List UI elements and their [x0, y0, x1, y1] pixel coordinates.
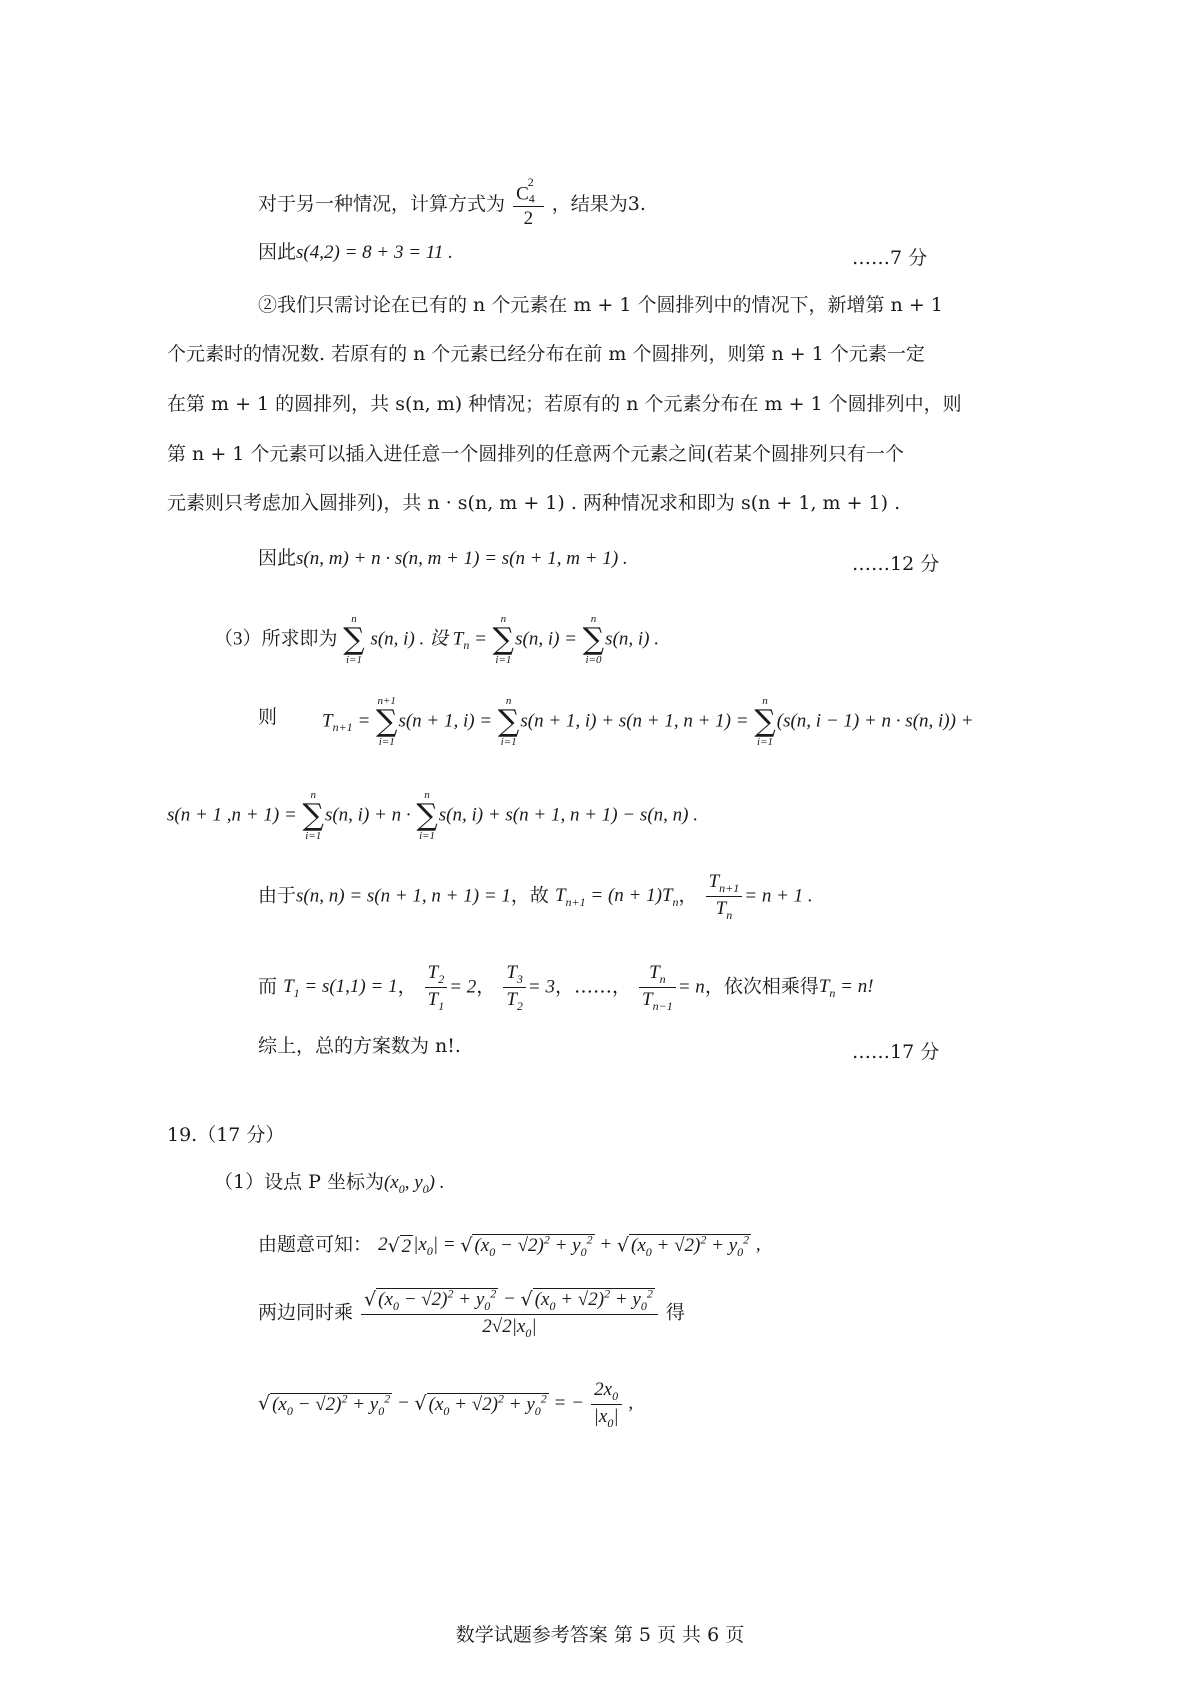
text-line — [258, 175, 646, 230]
score: ……12 分 — [852, 553, 940, 575]
text: ，故 — [510, 884, 549, 907]
text-line: （1）设点 P 坐标为($x_0$, $y_0$) . — [214, 1171, 445, 1196]
text-line: 由于s(n, n) = s(n + 1, n + 1) = 1，故 $T_{n+1} = (n + 1)T_n$， $\frac{T_{n+1}}{T_n}$ = n + 1 . — [258, 871, 813, 922]
text: ，依次相乘得 — [704, 975, 819, 998]
sum-sign: n ∑ i=1 — [492, 613, 515, 666]
text-line: （3）所求即为 n ∑ i=1 s(n, i) . 设 $T_n$ = n ∑ i=1 s(n, i) = n ∑ i=0 s(n, i) . — [214, 613, 659, 666]
text: （1）设点 P 坐标为 — [214, 1171, 384, 1193]
text-line: ②我们只需讨论在已有的 n 个元素在 m + 1 个圆排列中的情况下，新增第 n + 1 — [258, 294, 943, 316]
text: 由题意可知： — [258, 1233, 373, 1256]
equation: $T_{n+1}$ = n+1 ∑ i=1 s(n + 1, i) = n ∑ i=1 s(n + 1, i) + s(n + 1, n + 1) = n ∑ i=1 (s(n, i − 1) + n · s(n, i)) + — [322, 695, 974, 748]
score: ……17 分 — [852, 1041, 940, 1063]
question-number: 19.（17 分） — [167, 1124, 285, 1146]
text: 对于另一种情况，计算方式为 — [258, 193, 506, 216]
text-line: 在第 m + 1 的圆排列，共 s(n, m) 种情况；若原有的 n 个元素分布在 m + 1 个圆排列中，则 — [167, 393, 962, 415]
sum-sign: n ∑ i=0 — [582, 613, 605, 666]
math: s(n, n) = s(n + 1, n + 1) = 1 — [296, 885, 511, 907]
math: s(n, m) + n · s(n, m + 1) = s(n + 1, m + 1) . — [296, 548, 628, 569]
sum-sign: n ∑ i=1 — [343, 613, 365, 666]
math: s(4,2) = 8 + 3 = 11 . — [296, 242, 453, 263]
text: 两边同时乘 — [258, 1301, 354, 1324]
text: 而 — [258, 975, 278, 998]
fraction: $\frac{√ (x_0 - √2)^2 + y_0^2 - √ (x_0 + √2)^2 + y_0^2}{2√2|x_0|}$ — [361, 1288, 658, 1339]
sum-sign: n ∑ i=1 — [416, 789, 438, 842]
text-line — [258, 1288, 685, 1339]
text: ，结果为3. — [551, 193, 646, 216]
equation: √ $(x_0 - √2)^2 + y_0^2$ − √ $(x_0 + √2)^2 + y_0^2$ = − $\frac{2x_0}{|x_0|}$ , — [258, 1379, 634, 1430]
text-line — [258, 243, 453, 262]
text-line: 由题意可知： 2√ 2 $|x_0|$ = √ $(x_0 - √2)^2 + y_0^2$ + √ $(x_0 + √2)^2 + y_0^2$ , — [258, 1233, 761, 1260]
text-line: 综上，总的方案数为 n!. — [258, 1035, 461, 1057]
text-line — [258, 549, 628, 568]
text: （3）所求即为 — [214, 628, 338, 650]
fraction: $\frac{T_{n+1}}{T_n}$ — [706, 872, 743, 921]
text: 由于 — [258, 884, 297, 907]
equation: s(n + 1 ,n + 1) = n ∑ i=1 s(n, i) + n · n ∑ i=1 s(n, i) + s(n + 1, n + 1) − s(n, n) . — [167, 789, 698, 842]
text-line: 元素则只考虑加入圆排列)，共 n · s(n, m + 1) . 两种情况求和即为 s(n + 1, m + 1) . — [167, 492, 901, 514]
sum-sign: n ∑ i=1 — [302, 789, 324, 842]
text-line: 而 $T_1 = s(1,1) = 1$， $\frac{T_2}{T_1}$ = 2， $\frac{T_3}{T_2}$ = 3，……， $\frac{T_n}{T_{n-1}}$ = n，依次相乘得$T_n = n$! — [258, 962, 874, 1013]
sum-sign: n+1 ∑ i=1 — [376, 695, 398, 748]
sum-sign: n ∑ i=1 — [754, 695, 776, 748]
fraction: $\frac{T_3}{T_2}$ — [503, 963, 526, 1012]
text: 因此 — [258, 241, 297, 263]
fraction: $\frac{2x_0}{|x_0|}$ — [591, 1380, 622, 1429]
text-line: 则 — [258, 706, 278, 728]
fraction: $\frac{C_4^2}{2}$ — [513, 182, 544, 228]
text-line: 个元素时的情况数. 若原有的 n 个元素已经分布在前 m 个圆排列，则第 n + 1 个元素一定 — [167, 343, 925, 365]
sum-sign: n ∑ i=1 — [497, 695, 520, 748]
text: 得 — [665, 1301, 685, 1324]
fraction: $\frac{T_2}{T_1}$ — [425, 963, 448, 1012]
score: ……7 分 — [852, 247, 928, 269]
fraction: $\frac{T_n}{T_{n-1}}$ — [639, 963, 676, 1012]
math: s(n + 1 ,n + 1) = — [167, 804, 297, 826]
page-footer: 数学试题参考答案 第 5 页 共 6 页 — [455, 1624, 745, 1646]
text: 因此 — [258, 547, 297, 569]
text-line: 第 n + 1 个元素可以插入进任意一个圆排列的任意两个元素之间(若某个圆排列只有一个 — [167, 443, 904, 465]
math: s(n, i) . 设 — [370, 628, 449, 650]
